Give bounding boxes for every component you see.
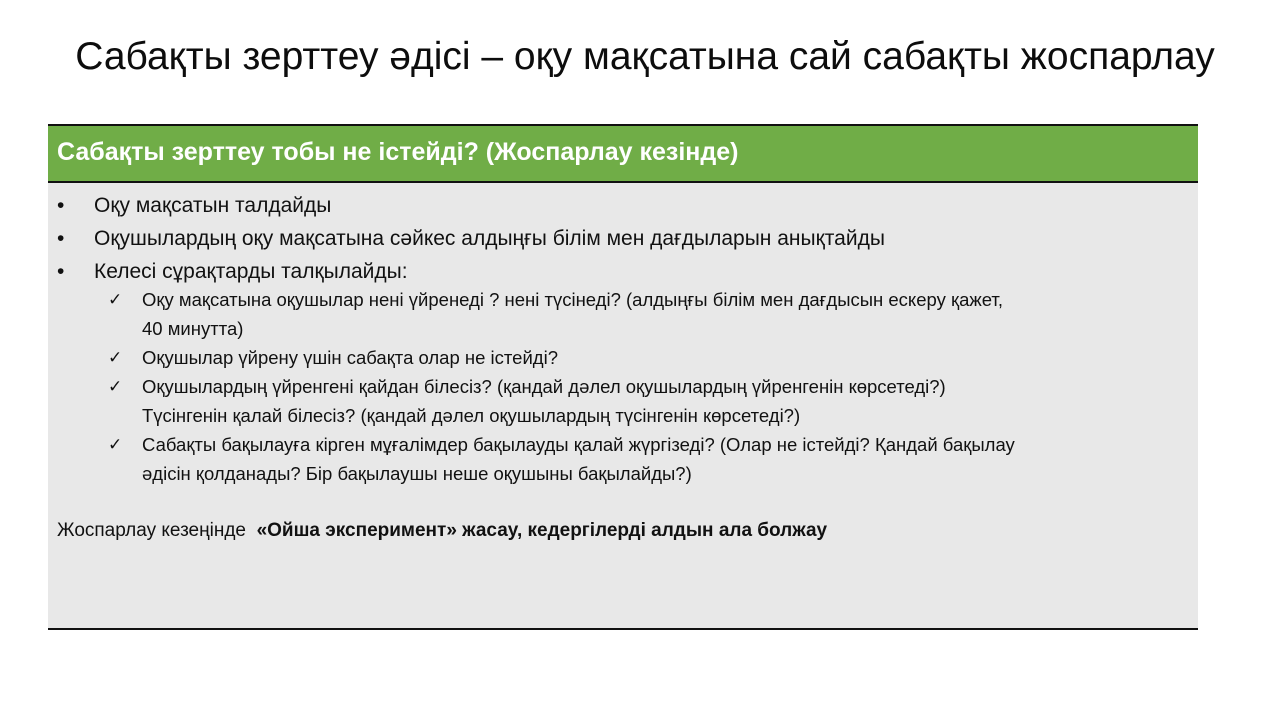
- bullet-list: [48, 189, 885, 288]
- planning-note: [57, 517, 827, 545]
- planning-note-emphasis: «Ойша эксперимент» жасау, кедергілерді алдын ала болжау: [256, 520, 828, 541]
- bullet-text: Оқу мақсатын талдайды: [94, 194, 332, 217]
- bullet-text: Оқушылардың оқу мақсатына сәйкес алдыңғы білім мен дағдыларын анықтайды: [94, 227, 885, 250]
- checkmark-icon: ✓: [108, 290, 123, 309]
- checkmark-list: [48, 285, 1198, 488]
- slide-title: Сабақты зерттеу әдісі – оқу мақсатына сай сабақты жоспарлау: [75, 35, 1215, 78]
- bullet-item: [48, 189, 885, 222]
- checkmark-icon: ✓: [108, 377, 123, 396]
- checkmark-text-line: әдісін қолданады? Бір бақылаушы неше оқушыны бақылайды?): [142, 463, 692, 484]
- checkmark-text-line: 40 минутта): [142, 318, 244, 339]
- checkmark-item: [48, 285, 1198, 343]
- checkmark-item: [48, 430, 1198, 488]
- checkmark-text-line: Сабақты бақылауға кірген мұғалімдер бақылауды қалай жүргізеді? (Олар не істейді? Қандай бақылау: [142, 434, 1015, 455]
- table-body: [48, 183, 1198, 628]
- bullet-text: Келесі сұрақтарды талқылайды:: [94, 260, 408, 283]
- content-table: [48, 124, 1198, 630]
- checkmark-text-line: Оқушылар үйрену үшін сабақта олар не істейді?: [142, 347, 558, 368]
- bullet-item: [48, 222, 885, 255]
- bullet-icon: •: [57, 194, 65, 217]
- checkmark-item: [48, 343, 1198, 372]
- bullet-item: [48, 255, 885, 288]
- checkmark-item: [48, 372, 1198, 430]
- checkmark-text-line: Түсінгенін қалай білесіз? (қандай дәлел оқушылардың түсінгенін көрсетеді?): [142, 405, 801, 426]
- planning-note-text: Жоспарлау кезеңінде: [57, 520, 246, 541]
- checkmark-text-line: Оқушылардың үйренгені қайдан білесіз? (қандай дәлел оқушылардың үйренгенін көрсетеді?): [142, 376, 946, 397]
- bullet-icon: •: [57, 227, 65, 250]
- table-header: Сабақты зерттеу тобы не істейді? (Жоспарлау кезінде): [48, 126, 1198, 183]
- checkmark-icon: ✓: [108, 348, 123, 367]
- checkmark-text-line: Оқу мақсатына оқушылар нені үйренеді ? нені түсінеді? (алдыңғы білім мен дағдысын ескеру қажет,: [142, 289, 1003, 310]
- bullet-icon: •: [57, 260, 65, 283]
- checkmark-icon: ✓: [108, 435, 123, 454]
